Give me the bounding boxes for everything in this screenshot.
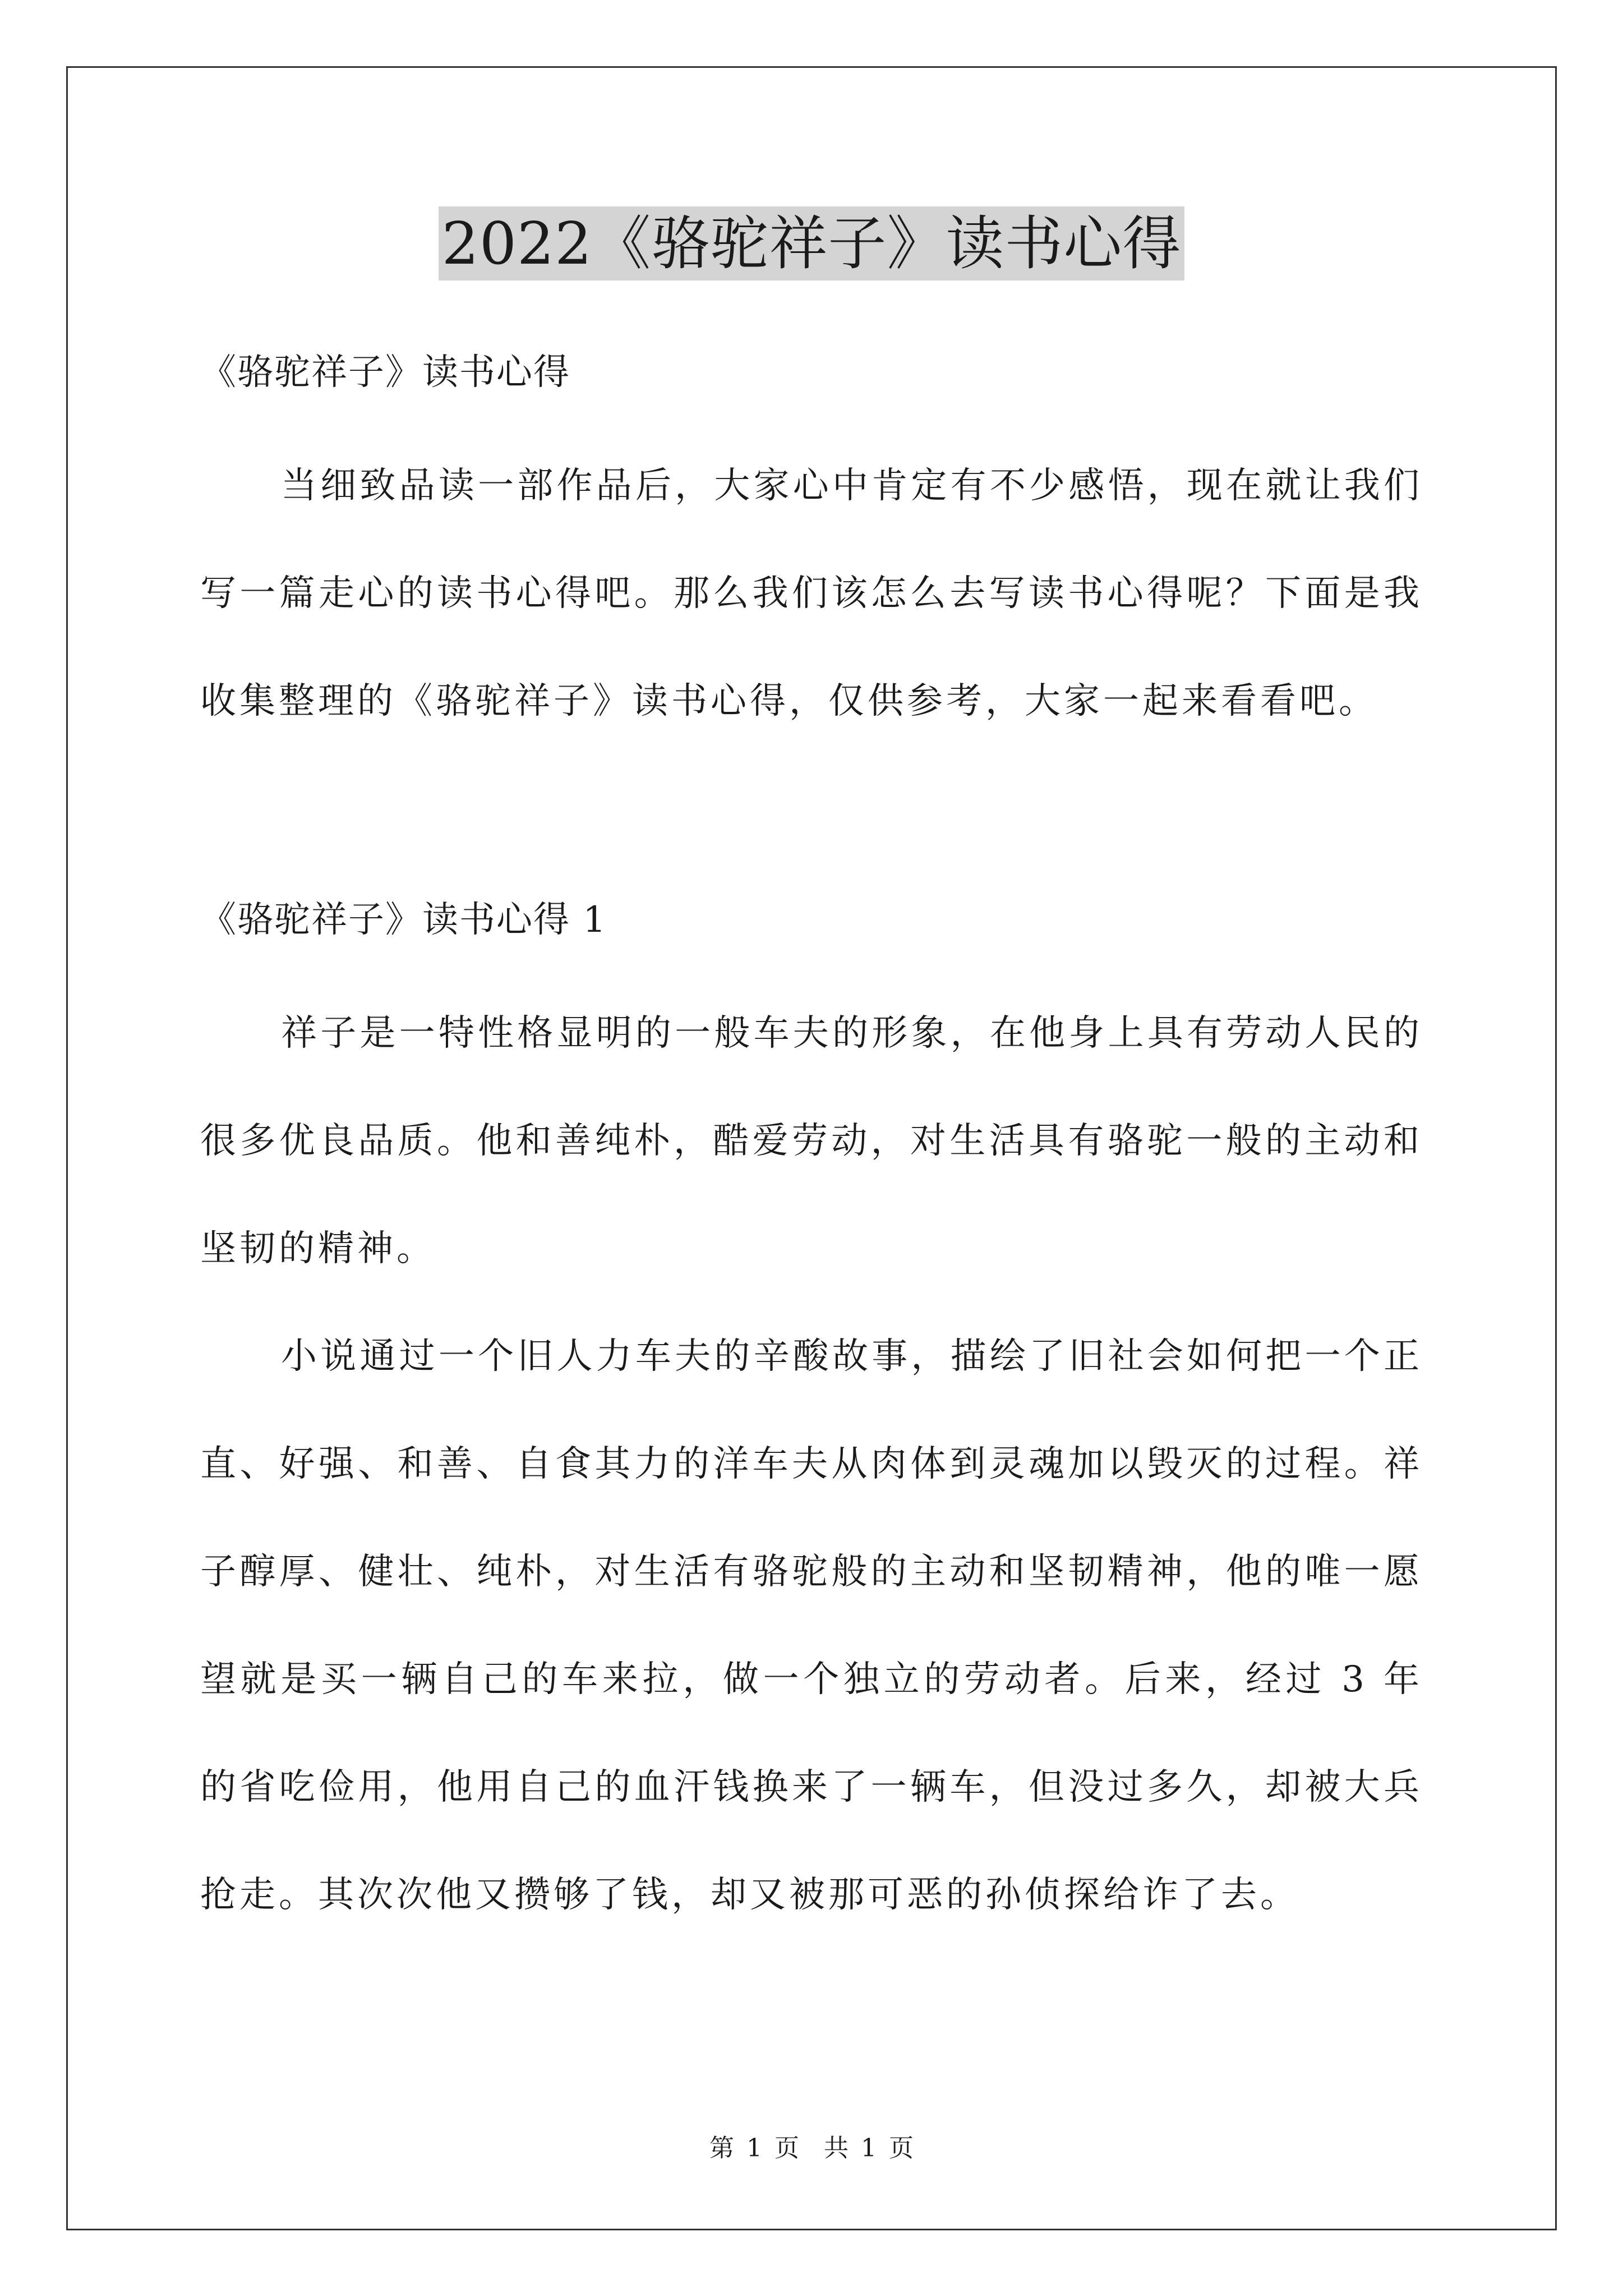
- intro-heading: 《骆驼祥子》读书心得: [200, 352, 570, 393]
- intro-paragraph: 当细致品读一部作品后，大家心中肯定有不少感悟，现在就让我们写一篇走心的读书心得吧。那么我们该怎么去写读书心得呢？下面是我收集整理的《骆驼祥子》读书心得，仅供参考，大家一起来看看吧。: [200, 465, 1423, 722]
- section1-heading: 《骆驼祥子》读书心得 1: [200, 899, 607, 941]
- title-container: [0, 206, 1623, 280]
- section1-paragraph-2: 小说通过一个旧人力车夫的辛酸故事，描绘了旧社会如何把一个正直、好强、和善、自食其力的洋车夫从肉体到灵魂加以毁灭的过程。祥子醇厚、健壮、纯朴，对生活有骆驼般的主动和坚韧精神，他的唯一愿望就是买一辆自己的车来拉，做一个独立的劳动者。后来，经过 3 年的省吃俭用，他用自己的血汗钱换来了一辆车，但没过多久，却被大兵抢走。其次次他又攒够了钱，却又被那可恶的孙侦探给诈了去。: [200, 1336, 1423, 1916]
- document-body: [200, 348, 1423, 1949]
- page-footer: 第 1 页 共 1 页: [709, 2134, 914, 2162]
- document-title: 2022《骆驼祥子》读书心得: [439, 206, 1185, 280]
- section1-paragraph-1: 祥子是一特性格显明的一般车夫的形象，在他身上具有劳动人民的很多优良品质。他和善纯朴，酷爱劳动，对生活具有骆驼一般的主动和坚韧的精神。: [200, 1013, 1423, 1269]
